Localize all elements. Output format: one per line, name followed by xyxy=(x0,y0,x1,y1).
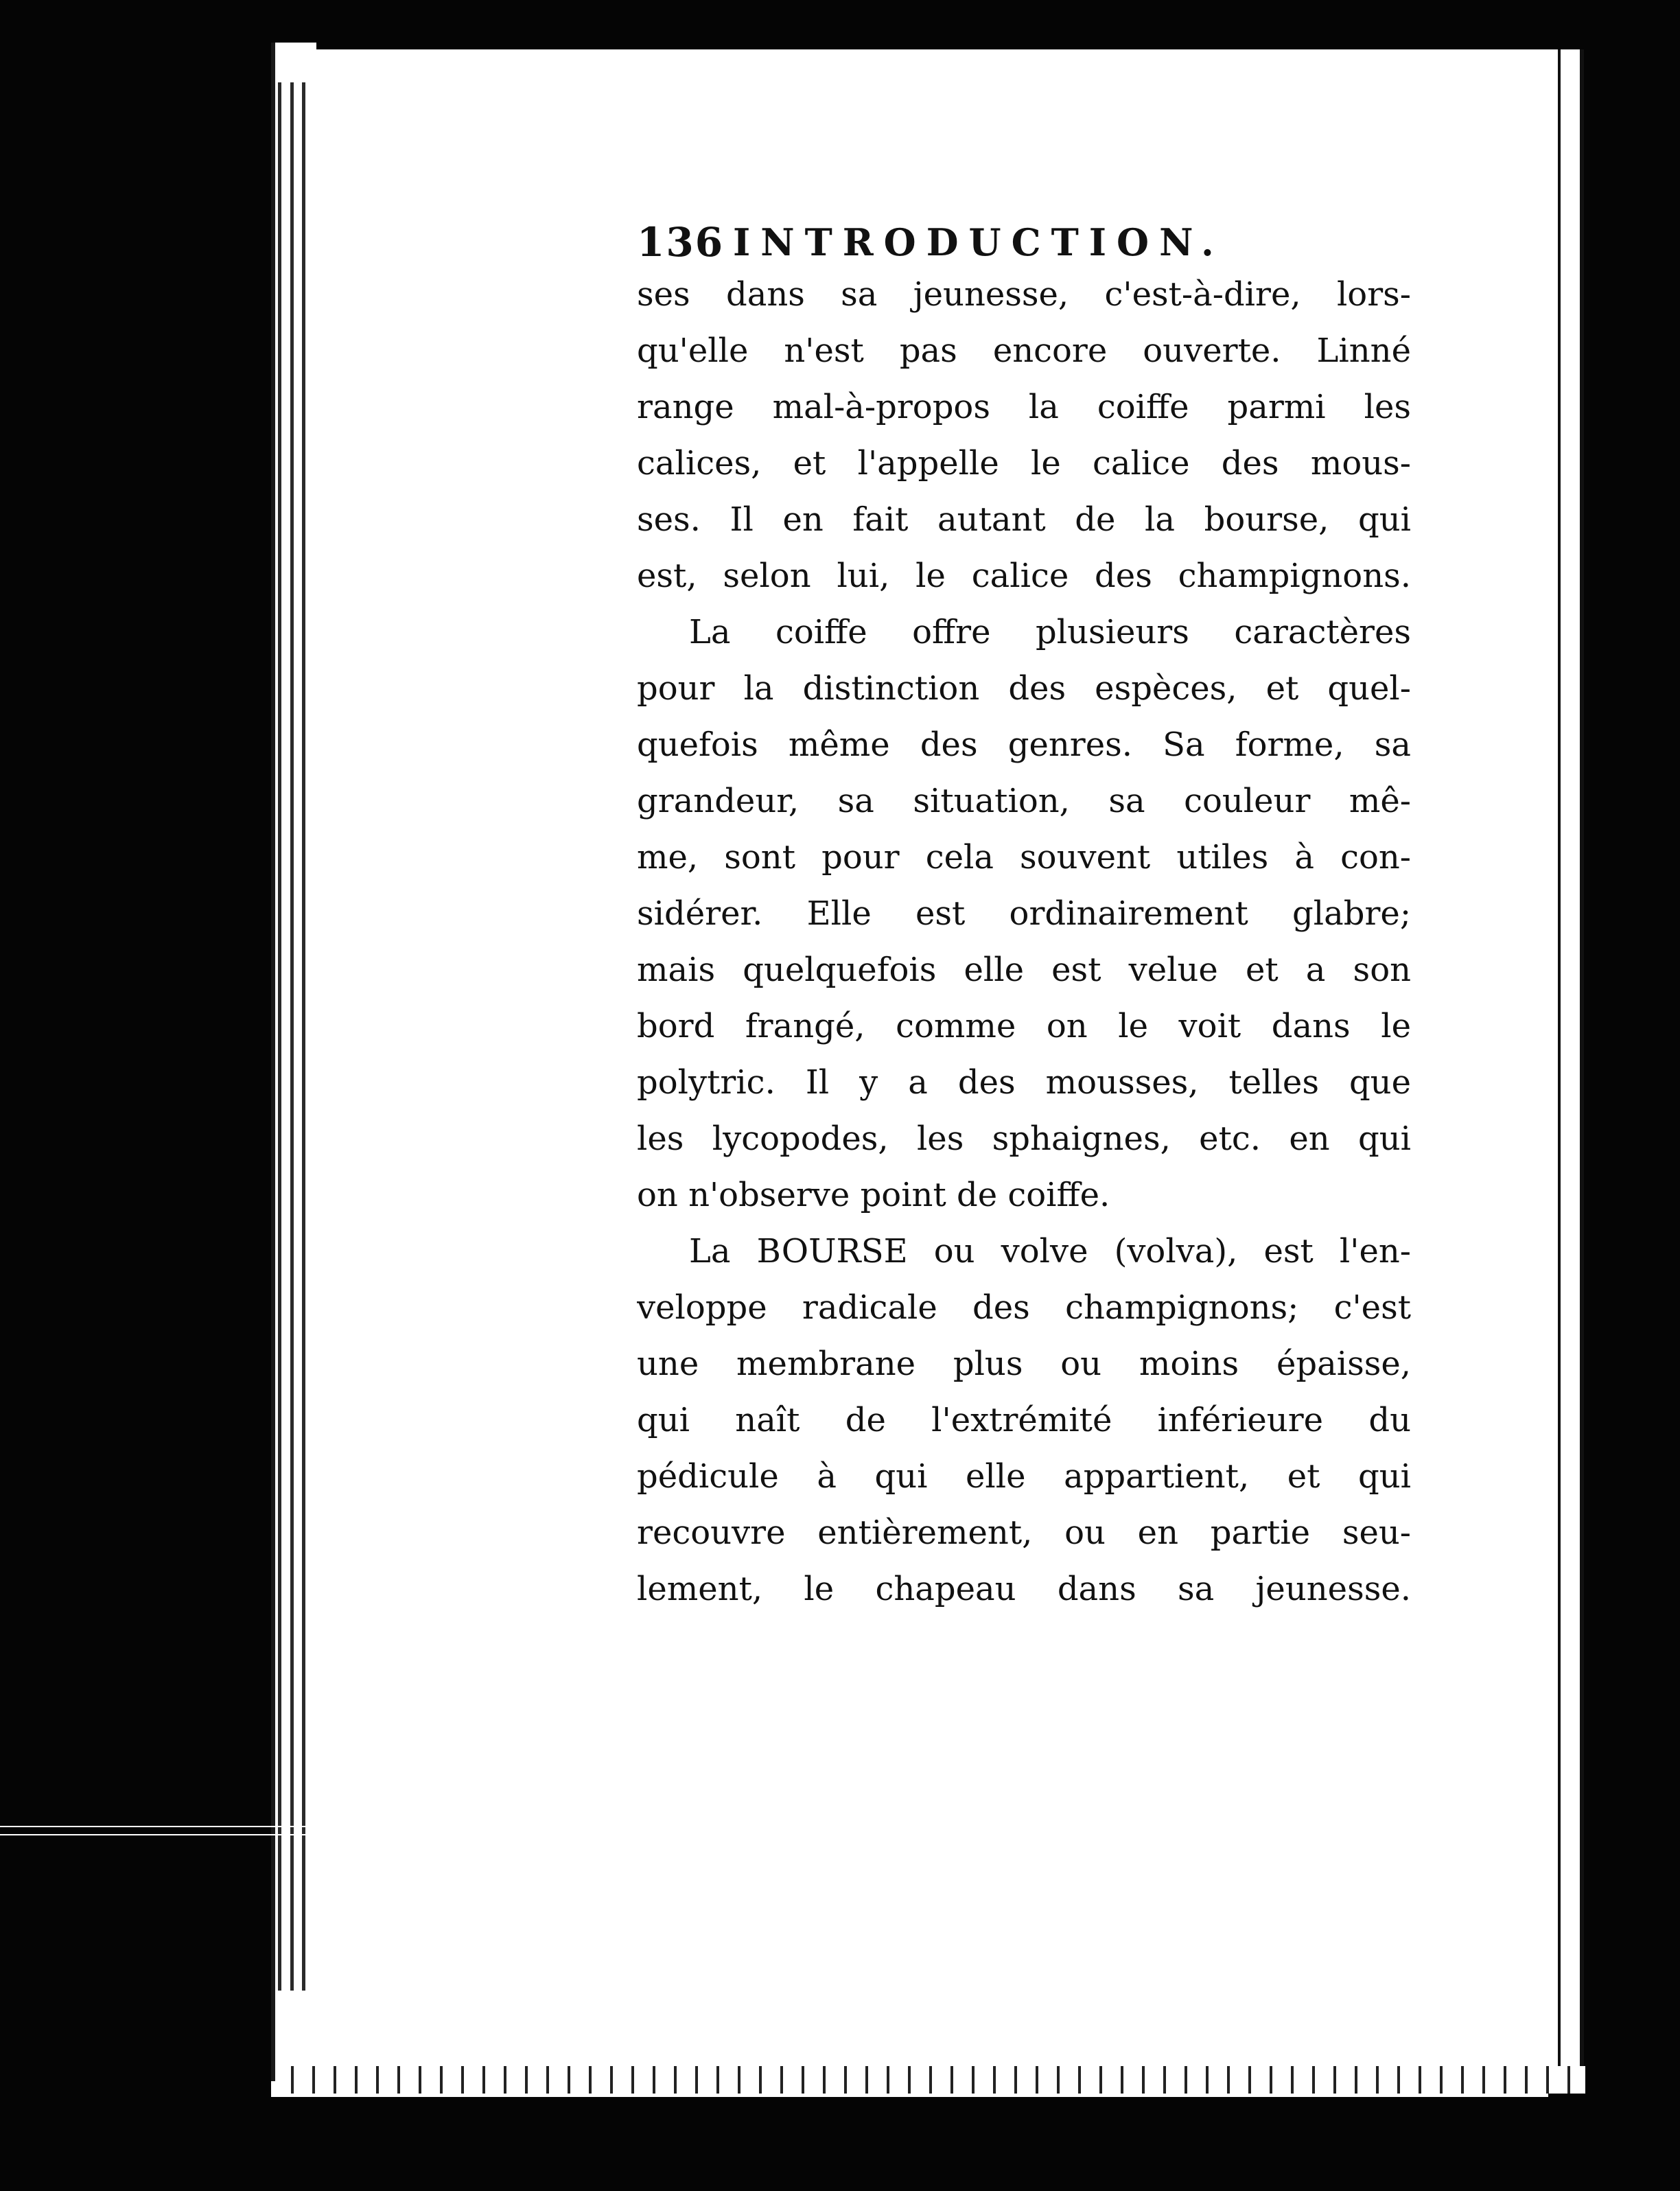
scan-border-bottom xyxy=(0,2097,1680,2191)
text-line: polytric. Il y a des mousses, telles que xyxy=(637,1063,1411,1102)
text-line: veloppe radicale des champignons; c'est xyxy=(637,1288,1411,1327)
text-line: pour la distinction des espèces, et quel- xyxy=(637,669,1411,708)
text-line: bord frangé, comme on le voit dans le xyxy=(637,1007,1411,1045)
page-deckle-edge xyxy=(281,2066,1585,2094)
text-line: qui naît de l'extrémité inférieure du xyxy=(637,1401,1411,1439)
paragraph-start-line: La coiffe offre plusieurs caractères xyxy=(689,613,1411,651)
text-line: une membrane plus ou moins épaisse, xyxy=(637,1345,1411,1383)
page-edge-line xyxy=(278,82,281,1991)
running-header xyxy=(637,218,1411,266)
text-line: les lycopodes, les sphaignes, etc. en qui xyxy=(637,1120,1411,1158)
text-line: mais quelquefois elle est velue et a son xyxy=(637,951,1411,989)
page-edge-line xyxy=(302,82,305,1991)
scan-artifact-line xyxy=(0,1826,316,1827)
text-line: qu'elle n'est pas encore ouverte. Linné xyxy=(637,332,1411,370)
text-line: quefois même des genres. Sa forme, sa xyxy=(637,726,1411,764)
page-edge-line xyxy=(290,82,294,1991)
scan-artifact-line xyxy=(0,1834,316,1835)
text-line: ses. Il en fait autant de la bourse, qui xyxy=(637,500,1411,539)
running-title: INTRODUCTION. xyxy=(733,220,1224,264)
page-number: 136 xyxy=(637,219,725,266)
text-line: range mal-à-propos la coiffe parmi les xyxy=(637,388,1411,426)
next-page-edge xyxy=(1558,49,1584,2081)
paragraph-end-line: on n'observe point de coiffe. xyxy=(637,1176,1110,1214)
scan-border-left xyxy=(0,0,271,2191)
text-line: est, selon lui, le calice des champignons. xyxy=(637,557,1411,595)
page-text-column xyxy=(637,218,1411,1694)
text-line: sidérer. Elle est ordinairement glabre; xyxy=(637,894,1411,933)
text-line: lement, le chapeau dans sa jeunesse. xyxy=(637,1570,1411,1608)
text-line: pédicule à qui elle appartient, et qui xyxy=(637,1457,1411,1496)
paragraph-start-line: La BOURSE ou volve (volva), est l'en- xyxy=(689,1232,1411,1271)
text-line: ses dans sa jeunesse, c'est-à-dire, lors- xyxy=(637,275,1411,314)
text-line: calices, et l'appelle le calice des mous- xyxy=(637,444,1411,483)
text-line: recouvre entièrement, ou en partie seu- xyxy=(637,1514,1411,1552)
text-line: grandeur, sa situation, sa couleur mê- xyxy=(637,782,1411,820)
text-line: me, sont pour cela souvent utiles à con- xyxy=(637,838,1411,877)
